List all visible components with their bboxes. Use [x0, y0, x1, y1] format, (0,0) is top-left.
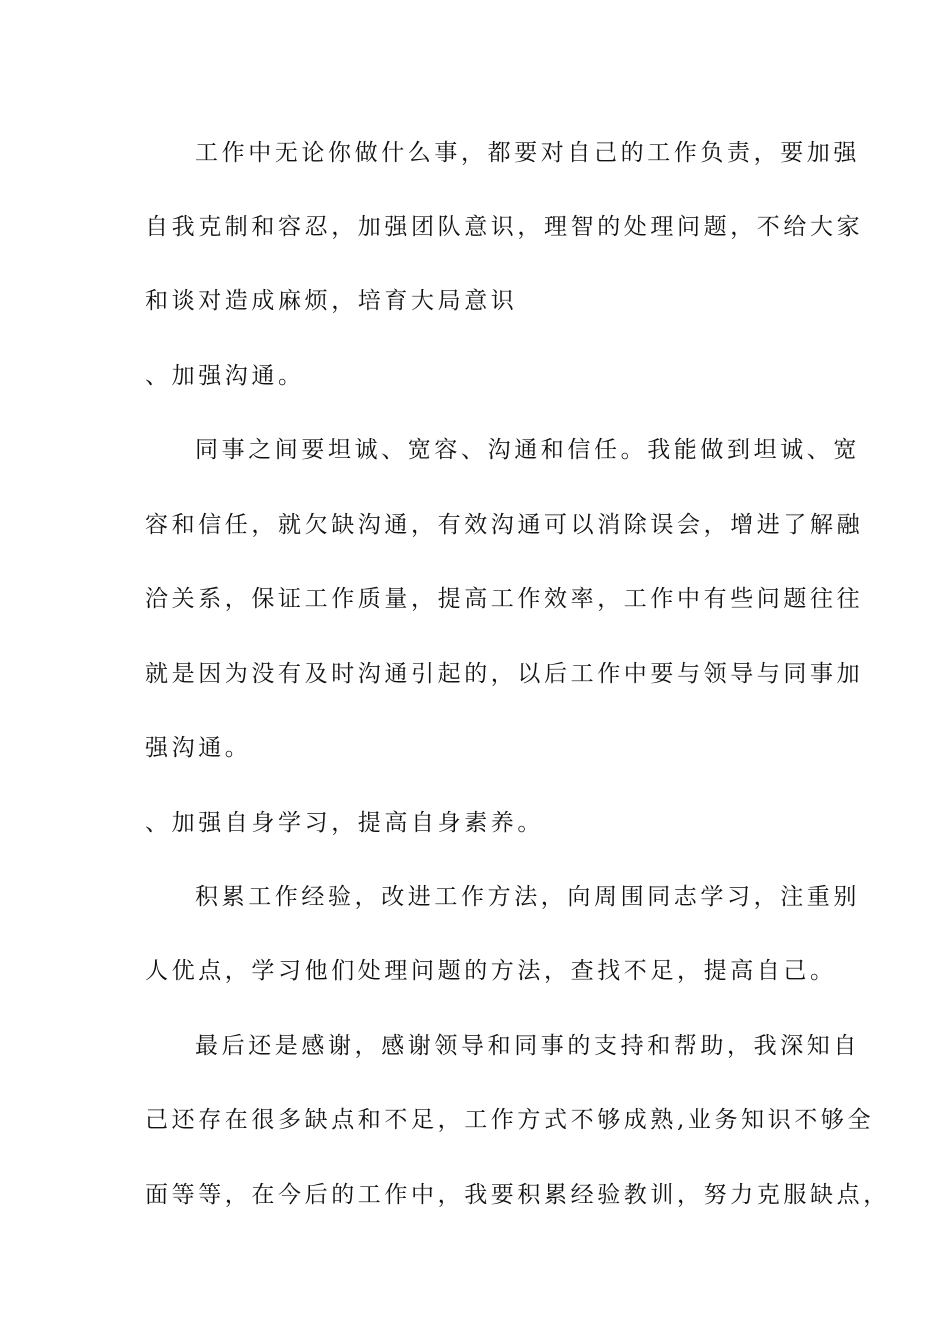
paragraph-line: 和谈对造成麻烦，培育大局意识	[145, 288, 518, 314]
paragraph-line: 人优点，学习他们处理问题的方法，查找不足，提高自己。	[145, 958, 837, 984]
paragraph-line: 容和信任，就欠缺沟通，有效沟通可以消除误会，增进了解融	[145, 512, 864, 538]
paragraph-line: 、加强自身学习，提高自身素养。	[145, 810, 544, 836]
paragraph-line: 己还存在很多缺点和不足，工作方式不够成熟,业务知识不够全	[145, 1107, 875, 1133]
paragraph-line: 、加强沟通。	[145, 363, 305, 389]
paragraph-line: 就是因为没有及时沟通引起的，以后工作中要与领导与同事加	[145, 661, 864, 687]
paragraph-line: 自我克制和容忍，加强团队意识，理智的处理问题，不给大家	[145, 214, 864, 240]
paragraph-line: 面等等，在今后的工作中，我要积累经验教训，努力克服缺点，	[145, 1182, 890, 1208]
paragraph-line: 洽关系，保证工作质量，提高工作效率，工作中有些问题往往	[145, 586, 864, 612]
paragraph-line: 积累工作经验，改进工作方法，向周围同志学习，注重别	[195, 884, 860, 910]
paragraph-line: 同事之间要坦诚、宽容、沟通和信任。我能做到坦诚、宽	[195, 437, 860, 463]
paragraph-line: 工作中无论你做什么事，都要对自己的工作负责，要加强	[195, 140, 860, 166]
paragraph-line: 最后还是感谢，感谢领导和同事的支持和帮助，我深知自	[195, 1033, 860, 1059]
paragraph-line: 强沟通。	[145, 735, 252, 761]
